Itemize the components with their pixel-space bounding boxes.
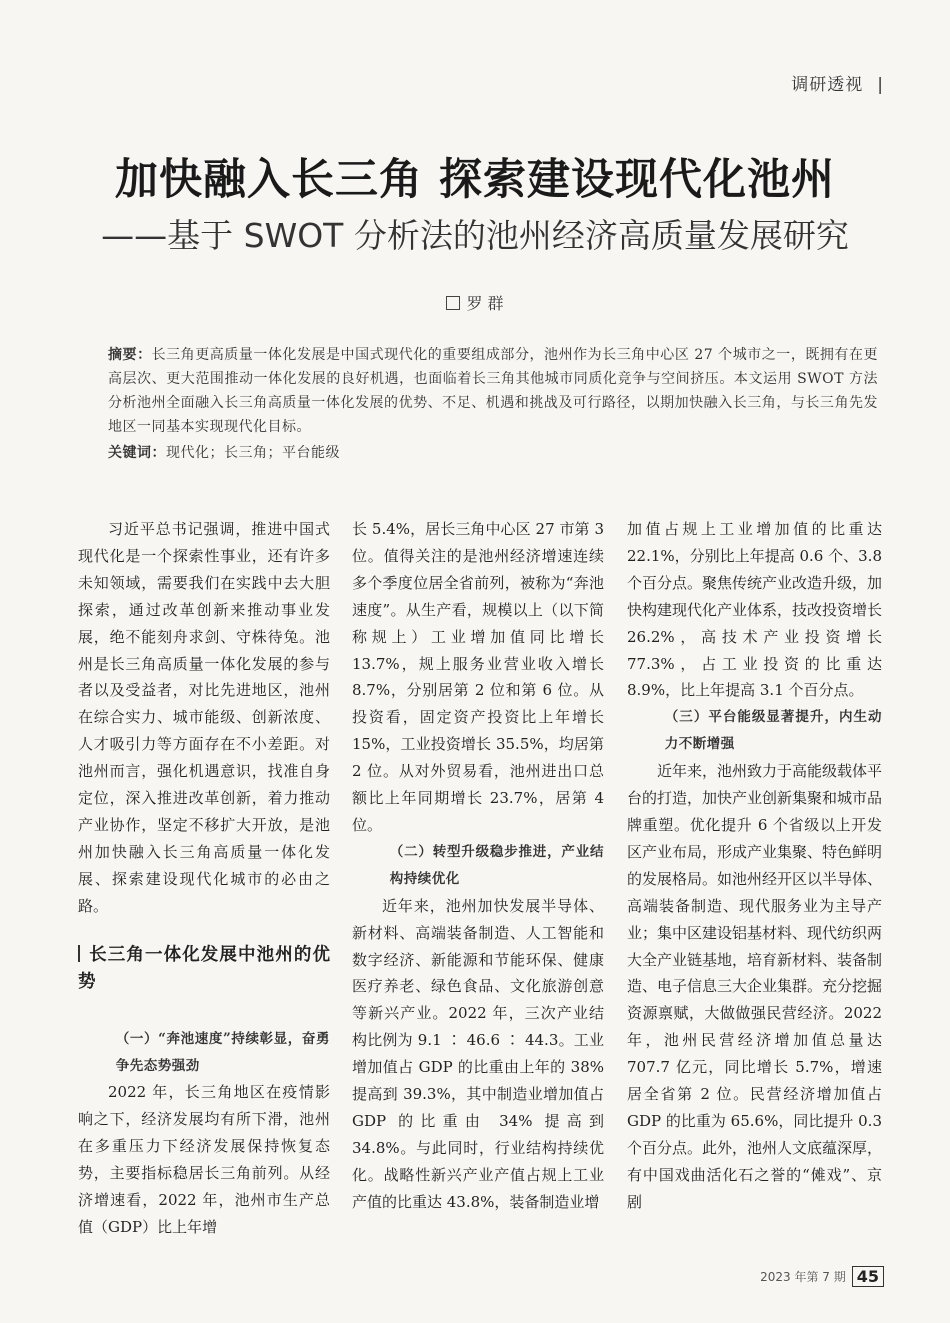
author-line: [0, 291, 950, 314]
keywords-label: 关键词：: [108, 445, 166, 461]
paragraph-industry: 近年来，池州加快发展半导体、新材料、高端装备制造、人工智能和数字经济、新能源和节能环保、健康医疗养老、绿色食品、文化旅游创意等新兴产业。2022 年，三次产业结构比例为 9.1 ∶ 46.6 ∶ 44.3。工业增加值占 GDP 的比重由上年的 38% 提高到 39.3%，其中制造业增加值占 GDP 的比重由 34% 提高到 34.8%。与此同时，行业结构持续优化。战略性新兴产业产值占规上工业产值的比重达 43.8%，装备制造业增: [352, 896, 604, 1211]
author-box-icon: [446, 296, 460, 310]
column-3: [627, 516, 882, 1216]
intro-paragraph: 习近平总书记强调，推进中国式现代化是一个探索性事业，还有许多未知领域，需要我们在实践中去大胆探索，通过改革创新来推动事业发展，绝不能刻舟求剑、守株待兔。池州是长三角高质量一体化发展的参与者以及受益者，对比先进地区，池州在综合实力、城市能级、创新浓度、人才吸引力等方面存在不小差距。对池州而言，强化机遇意识，找准自身定位，深入推进改革创新，着力推动产业协作，坚定不移扩大开放，是池州加快融入长三角高质量一体化发展、探索建设现代化城市的必由之路。: [78, 520, 330, 915]
author-name: 罗 群: [466, 294, 504, 313]
column-1: [78, 516, 330, 1241]
abstract-label: 摘要：: [108, 347, 152, 363]
subheading-2: （二）转型升级稳步推进，产业结构持续优化: [389, 843, 604, 887]
paragraph-growth: 长 5.4%，居长三角中心区 27 市第 3 位。值得关注的是池州经济增速连续多个季度位居全省前列，被称为“奔池速度”。从生产看，规模以上（以下简称规上）工业增加值同比增长 13.7%，规上服务业营业收入增长 8.7%，分别居第 2 位和第 6 位。从投资看，固定资产投资比上年增长 15%，工业投资增长 35.5%，均居第 2 位。从对外贸易看，池州进出口总额比上年同期增长 23.7%，居第 4 位。: [352, 520, 604, 834]
abstract-block: [108, 343, 878, 465]
keywords-line: [108, 441, 878, 465]
abstract-text: 长三角更高质量一体化发展是中国式现代化的重要组成部分，池州作为长三角中心区 27 个城市之一，既拥有在更高层次、更大范围推动一体化发展的良好机遇，也面临着长三角其他城市同质化竞争与空间挤压。本文运用 SWOT 方法分析池州全面融入长三角高质量一体化发展的优势、不足、机遇和挑战及可行路径，以期加快融入长三角，与长三角先发地区一同基本实现现代化目标。: [108, 347, 878, 435]
heading-bar-icon: [78, 945, 80, 962]
keywords-text: 现代化；长三角；平台能级: [166, 445, 340, 461]
abstract-paragraph: [108, 343, 878, 439]
subheading-1: （一）“奔池速度”持续彰显，奋勇争先态势强劲: [115, 1030, 330, 1074]
issue-label: 2023 年第 7 期: [760, 1270, 846, 1284]
article-subtitle: ——基于 SWOT 分析法的池州经济高质量发展研究: [101, 216, 849, 255]
section-heading-1: [78, 942, 330, 996]
article-title: 加快融入长三角 探索建设现代化池州: [115, 155, 835, 205]
paragraph-2022: 2022 年，长三角地区在疫情影响之下，经济发展均有所下滑，池州在多重压力下经济发展保持恢复态势，主要指标稳居长三角前列。从经济增速看，2022 年，池州市生产总值（GDP）比上年增: [78, 1083, 330, 1236]
subheading-3: （三）平台能级显著提升，内生动力不断增强: [664, 709, 882, 753]
section-tag-bar: |: [877, 75, 884, 95]
page-number: 45: [852, 1266, 884, 1287]
section-heading-1-text: 长三角一体化发展中池州的优势: [78, 944, 330, 992]
section-tag-label: 调研透视: [791, 75, 864, 95]
paragraph-added-value: 加值占规上工业增加值的比重达 22.1%，分别比上年提高 0.6 个、3.8 个百分点。聚焦传统产业改造升级，加快构建现代化产业体系，技改投资增长 26.2%，高技术产业投资增长 77.3%，占工业投资的比重达 8.9%，比上年提高 3.1 个百分点。: [627, 520, 883, 700]
page-footer: [760, 1266, 884, 1287]
section-tag: [791, 70, 884, 95]
paragraph-platform: 近年来，池州致力于高能级载体平台的打造，加快产业创新集聚和城市品牌重塑。优化提升 6 个省级以上开发区产业布局，形成产业集聚、特色鲜明的发展格局。如池州经开区以半导体、高端装备制造、现代服务业为主导产业；集中区建设铝基材料、现代纺织两大全产业链基地，培育新材料、装备制造、电子信息三大企业集群。充分挖掘资源禀赋，大做做强民营经济。2022 年，池州民营经济增加值总量达 707.7 亿元，同比增长 5.7%，增速居全省第 2 位。民营经济增加值占 GDP 的比重为 65.6%，同比提升 0.3 个百分点。此外，池州人文底蕴深厚，有中国戏曲活化石之誉的“傩戏”、京剧: [627, 762, 883, 1211]
column-2: [352, 516, 604, 1216]
